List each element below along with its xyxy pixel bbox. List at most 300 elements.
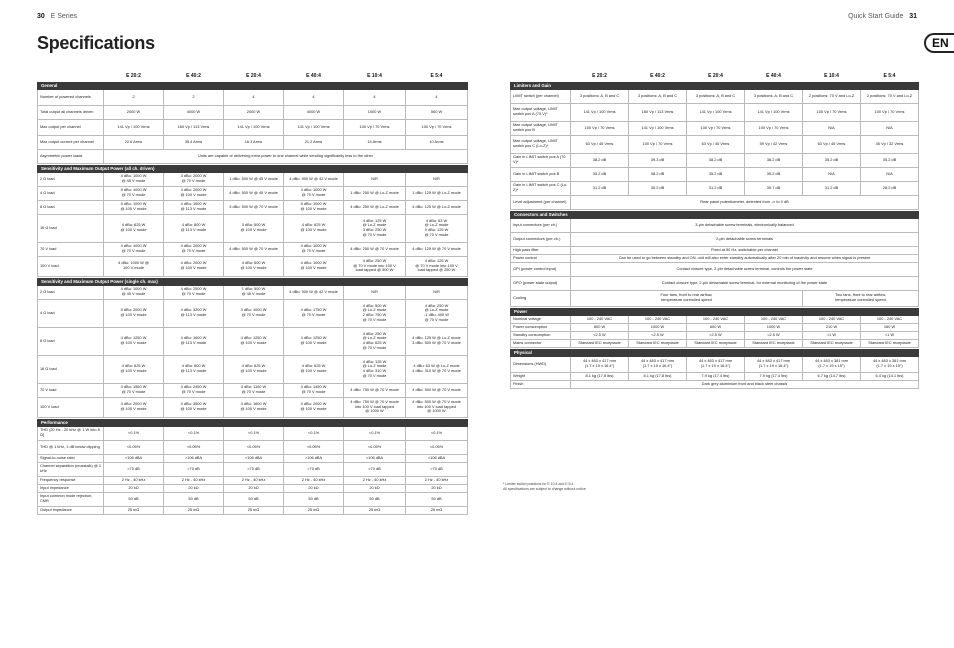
spec-row <box>511 121 919 135</box>
spec-label: Output connectors (per ch.) <box>511 232 571 246</box>
spec-value-span: Contact closure type, 2-pin detachable screw terminal, for external monitoring of the power state <box>571 276 919 290</box>
section-title: Physical <box>511 349 919 356</box>
right-guide-title: Quick Start Guide <box>848 13 904 20</box>
footnote-disclaimer: All specifications are subject to change without notice <box>503 486 586 491</box>
spec-value: 5 dBu: 2000 W @ 100 V mode <box>104 299 164 327</box>
spec-value: 600 W <box>687 323 745 331</box>
spec-value: 4 dBu: 625 W @ 100 V mode <box>284 355 344 383</box>
spec-value: 4 dBu: 500 W @ 100 V mode <box>224 256 284 276</box>
spec-value: 100 Vp / 70 Vrms <box>344 119 406 135</box>
spec-value: >70 dB <box>164 462 224 476</box>
spec-value: 4 dBu: 125 W @ Lo-Z mode <box>406 200 468 214</box>
spec-value: 31.2 dB <box>571 181 629 195</box>
spec-value: 38.2 dB <box>745 153 803 167</box>
spec-value: 4 dBu: 1750 W @ 70 V mode <box>284 299 344 327</box>
spec-label: Total output all channels driven <box>38 105 104 119</box>
spec-value: 35.2 dB <box>861 153 919 167</box>
section-header-row <box>38 165 468 172</box>
spec-row <box>511 380 919 388</box>
spec-value: N/A <box>861 167 919 181</box>
section-header-row <box>38 82 468 89</box>
spec-value: 4 dBu: 625 W @ 100 V mode <box>284 214 344 242</box>
spec-label: 100 V load <box>38 256 104 276</box>
spec-label: Frequency response <box>38 476 104 484</box>
spec-value: 3 dBu: 1000 W @ 70 V mode <box>284 186 344 200</box>
spec-value: 4 dBu: 500 W @ Lo-Z mode 2 dBu: 750 W @ 70 V mode <box>344 299 406 327</box>
spec-row <box>38 242 468 256</box>
spec-label: Gain in LIMIT switch pos C (Lo-Z)* <box>511 181 571 195</box>
spec-value: 100 - 240 VAC <box>687 315 745 323</box>
spec-value: 2 <box>164 89 224 105</box>
spec-value: 4 dBu: 2000 W @ 70 V mode <box>164 242 224 256</box>
footnotes <box>503 482 586 492</box>
spec-value: Standard IEC receptacle <box>687 339 745 347</box>
spec-value: >106 dBA <box>284 454 344 462</box>
spec-value: 4 dBu: 1000 W @ 45 V mode <box>104 285 164 299</box>
spec-value: <2.5 W <box>629 331 687 339</box>
spec-label: 16 Ω load <box>38 214 104 242</box>
spec-value: <0.1% <box>406 426 468 440</box>
spec-value: 44 x 483 x 417 mm (1.7 x 19 x 16.4") <box>571 356 629 372</box>
spec-value: 3 dBu: 500 W @ 100 V mode <box>224 214 284 242</box>
spec-row <box>38 426 468 440</box>
spec-value: 1000 W <box>344 105 406 119</box>
spec-value: N/R <box>406 285 468 299</box>
spec-value: <1 W <box>803 331 861 339</box>
spec-value: 4 dBu: 500 W @ 70 V mode <box>406 383 468 397</box>
spec-value: 7.9 kg (17.4 lbs) <box>745 372 803 380</box>
spec-row <box>38 506 468 514</box>
spec-value: 16.3 Arms <box>224 135 284 149</box>
spec-value: 4 dBu: 250 W @ Lo-Z mode 4 dBu: 625 W @ 70 V mode <box>344 327 406 355</box>
spec-value: 4 dBu: 900 W @ 42 V mode <box>284 285 344 299</box>
spec-value: 2 positions: 70 V and Lo-Z <box>861 89 919 103</box>
spec-value: 3 positions: A, B and C <box>629 89 687 103</box>
spec-row <box>511 103 919 121</box>
spec-label: 8 Ω load <box>38 327 104 355</box>
spec-row <box>511 89 919 103</box>
column-header-model: E 10:4 <box>367 72 382 79</box>
spec-value: 4 dBu: 3200 W @ 113 V mode <box>164 299 224 327</box>
spec-value: 2000 W <box>104 105 164 119</box>
spec-value: 4 <box>284 89 344 105</box>
column-header-model: E 5:4 <box>430 72 443 79</box>
spec-value: 5 dBu: 1000 W @ 100 V mode <box>284 200 344 214</box>
spec-value: 14 Arms <box>344 135 406 149</box>
spec-value: 2 Hz - 40 kHz <box>104 476 164 484</box>
spec-value: 141 Vp / 100 Vrms <box>745 103 803 121</box>
spec-value: 2 Hz - 40 kHz <box>344 476 406 484</box>
spec-label: Max output voltage, LIMIT switch pos A (70 V)* <box>511 103 571 121</box>
spec-value: 4 dBu: 1600 W @ 100 V mode <box>224 397 284 417</box>
spec-value: 141 Vp / 100 Vrms <box>224 119 284 135</box>
spec-row <box>38 105 468 119</box>
spec-value: 3 positions: A, B and C <box>571 89 629 103</box>
spec-value: 4 dBu: 125 W @ Lo-Z mode 3 dBu: 250 W @ 70 V mode <box>344 214 406 242</box>
spec-row <box>511 167 919 181</box>
column-header-row <box>38 72 468 82</box>
spec-value: 100 Vp / 70 Vrms <box>745 121 803 135</box>
spec-value: <2.5 W <box>571 331 629 339</box>
spec-label: Gain in LIMIT switch pos A (70 V)* <box>511 153 571 167</box>
spec-value: 3 dBu: 2000 W @ 100 V mode <box>164 186 224 200</box>
section-header-row <box>511 82 919 89</box>
spec-value: 25 mΩ <box>224 506 284 514</box>
spec-value: 141 Vp / 100 Vrms <box>629 121 687 135</box>
spec-value: 100 Vp / 70 Vrms <box>571 121 629 135</box>
section-title: General <box>38 82 468 89</box>
spec-label: Dimensions (HWD) <box>511 356 571 372</box>
spec-value: 4 dBu: 2000 W @ 100 V mode <box>104 397 164 417</box>
spec-value: 4 dBu: 250 W @ 70 V mode <box>344 242 406 256</box>
section-title: Connectors and Switches <box>511 211 919 218</box>
spec-value: 35.4 Arms <box>164 135 224 149</box>
spec-value: 100 Vp / 70 Vrms <box>406 119 468 135</box>
spec-value: 4 dBu: 500 W @ 70 V mode into 100 V load tapped @ 1000 W <box>406 397 468 417</box>
spec-value: 2 Hz - 40 kHz <box>224 476 284 484</box>
spec-value: 25 mΩ <box>406 506 468 514</box>
spec-value: 100 Vp / 70 Vrms <box>861 103 919 121</box>
spec-value: Standard IEC receptacle <box>571 339 629 347</box>
spec-row <box>38 285 468 299</box>
spec-value: 39.3 dB <box>629 153 687 167</box>
spec-value: 4 dBu: 125 W @ 70 V mode <box>406 242 468 256</box>
spec-value: N/R <box>344 285 406 299</box>
spec-value: 4 dBu: 63 W @ Lo-Z mode 4 dBu: 310 W @ 70 V mode <box>406 355 468 383</box>
spec-value: <0.05% <box>284 440 344 454</box>
spec-label: 16 Ω load <box>38 355 104 383</box>
column-header-model: E 40:2 <box>650 72 665 79</box>
spec-value: 63 Vp / 45 Vrms <box>571 135 629 153</box>
column-header-model: E 20:2 <box>592 72 607 79</box>
spec-value: 4 dBu: 625 W @ 100 V mode <box>104 355 164 383</box>
spec-value: 5 dBu: 1000 W @ 70 V mode <box>104 186 164 200</box>
spec-row <box>38 397 468 417</box>
spec-value-span-left: Four fans, front to rear airflow, temperature controlled speed <box>571 290 803 306</box>
spec-value: 1 dBu: 500 W @ 45 V mode <box>224 172 284 186</box>
spec-value: 35.2 dB <box>803 153 861 167</box>
section-header-row <box>511 308 919 315</box>
spec-value: 2 Hz - 40 kHz <box>284 476 344 484</box>
column-header-model: E 40:4 <box>766 72 781 79</box>
spec-value: >106 dBA <box>164 454 224 462</box>
left-series-name: E Series <box>50 13 78 20</box>
spec-row <box>511 276 919 290</box>
spec-value: 2 positions: 70 V and Lo-Z <box>803 89 861 103</box>
spec-value: 4 dBu: 1000 W @ 70 V mode <box>104 242 164 256</box>
spec-value: <1 W <box>861 331 919 339</box>
spec-value: >106 dBA <box>224 454 284 462</box>
spec-value: 2 <box>104 89 164 105</box>
spec-value: 2 Hz - 40 kHz <box>406 476 468 484</box>
spec-value: <0.05% <box>164 440 224 454</box>
spec-label: Max output voltage, LIMIT switch pos C (Lo-Z)* <box>511 135 571 153</box>
spec-label: 2 Ω load <box>38 285 104 299</box>
spec-value: <0.1% <box>224 426 284 440</box>
spec-value: 4 dBu: 2000 W @ 100 V mode <box>284 397 344 417</box>
column-header-model: E 20:4 <box>708 72 723 79</box>
spec-row <box>511 181 919 195</box>
spec-label: 100 V load <box>38 397 104 417</box>
spec-label: 4 Ω load <box>38 186 104 200</box>
right-page-number: 31 <box>909 13 917 20</box>
spec-label: Mains connector <box>511 339 571 347</box>
spec-value: 10 Arms <box>406 135 468 149</box>
spec-row <box>38 135 468 149</box>
spec-row <box>511 331 919 339</box>
spec-label: 70 V load <box>38 242 104 256</box>
spec-value: 4 dBu: 625 W @ 100 V mode <box>224 355 284 383</box>
spec-value: 1 dBu: 500 W @ 45 V mode <box>224 285 284 299</box>
spec-row <box>511 135 919 153</box>
spec-value: 100 - 240 VAC <box>745 315 803 323</box>
spec-value: 20 kΩ <box>164 484 224 492</box>
spec-value: 4 dBu: 125 W @ Lo-Z mode 3 dBu: 500 W @ 70 V mode <box>406 327 468 355</box>
column-header-blank <box>511 72 571 82</box>
column-header-model: E 5:4 <box>883 72 896 79</box>
spec-value: 4 dBu: 250 W @ Lo-Z mode -1 dBu: 400 W @ 70 V mode <box>406 299 468 327</box>
spec-value: 35.2 dB <box>571 167 629 181</box>
spec-value: 38.2 dB <box>571 153 629 167</box>
spec-value: 28.2 dB <box>861 181 919 195</box>
spec-value-span: Contact closure type, 2-pin detachable screw terminal, controls the power state <box>571 262 919 276</box>
spec-value: N/R <box>406 172 468 186</box>
spec-value: 141 Vp / 100 Vrms <box>104 119 164 135</box>
spec-label: High pass filter <box>511 246 571 254</box>
spec-value: 35.2 dB <box>745 167 803 181</box>
spec-row <box>511 356 919 372</box>
section-title: Sensitivity and Maximum Output Power (all ch. driven) <box>38 165 468 172</box>
spec-label: THD @ 1 kHz, 1 dB below clipping <box>38 440 104 454</box>
spec-row <box>38 172 468 186</box>
spec-value: 50 dB <box>104 492 164 506</box>
spec-value: <0.05% <box>406 440 468 454</box>
spec-value: 4 dBu: 1600 W @ 113 V mode <box>164 327 224 355</box>
spec-value: <0.1% <box>104 426 164 440</box>
spec-value: 20 kΩ <box>344 484 406 492</box>
spec-row <box>511 262 919 276</box>
spec-label: Input impedance <box>38 484 104 492</box>
spec-label: Number of powered channels <box>38 89 104 105</box>
spec-value: 141 Vp / 100 Vrms <box>687 103 745 121</box>
spec-value: 4 dBu: 1450 W @ 70 V mode <box>284 383 344 397</box>
spec-value: 50 dB <box>284 492 344 506</box>
spec-value: 3 dBu: 1000 W @ 70 V mode <box>224 299 284 327</box>
spec-value: 30.7 dB <box>745 181 803 195</box>
spec-row <box>38 484 468 492</box>
spec-value: 141 Vp / 100 Vrms <box>284 119 344 135</box>
spec-row <box>511 232 919 246</box>
spec-value: 8.1 kg (17.8 lbs) <box>629 372 687 380</box>
spec-value: 6.7 kg (14.7 lbs) <box>803 372 861 380</box>
spec-value: 100 - 240 VAC <box>629 315 687 323</box>
left-page-header <box>37 13 77 20</box>
spec-value-span: Rear panel potentiometer, detented from -∞ to 0 dB <box>571 195 919 209</box>
spec-value: 600 W <box>571 323 629 331</box>
column-header-blank <box>38 72 104 82</box>
spec-value: 4 dBu: 1550 W @ 70 V mode <box>104 383 164 397</box>
spec-value: >106 dBA <box>104 454 164 462</box>
column-header-row <box>511 72 919 82</box>
spec-value: 4 dBu: 1100 W @ 70 V mode <box>224 383 284 397</box>
spec-value: 50 dB <box>344 492 406 506</box>
spec-label: Power consumption <box>511 323 571 331</box>
spec-row <box>38 476 468 484</box>
right-page-header <box>848 13 917 20</box>
footnote-limiter: * Limiter switch positions for E 10:4 and E 5:4 <box>503 482 574 486</box>
spec-value: >70 dB <box>344 462 406 476</box>
spec-label: THD (20 Hz - 20 kHz @ 1 W into 8 Ω) <box>38 426 104 440</box>
spec-value: 20 kΩ <box>406 484 468 492</box>
spec-value: 4 <box>224 89 284 105</box>
spec-value: 4 dBu: 2450 W @ 70 V mode <box>164 383 224 397</box>
spec-row <box>38 200 468 214</box>
spec-row <box>511 323 919 331</box>
spec-value: <0.1% <box>164 426 224 440</box>
spec-value: 5 dBu: 1000 W @ 100 V mode <box>104 200 164 214</box>
spec-value: 4 dBu: 250 W @ 70 V mode into 100 V load tapped @ 500 W <box>344 256 406 276</box>
spec-value: 38.2 dB <box>687 153 745 167</box>
spec-value: 44 x 483 x 381 mm (1.7 x 19 x 15") <box>803 356 861 372</box>
spec-value: <0.1% <box>284 426 344 440</box>
spec-value: 1000 W <box>745 323 803 331</box>
spec-row <box>38 462 468 476</box>
spec-value: 4 dBu: 2500 W @ 70 V mode <box>164 285 224 299</box>
spec-value: Standard IEC receptacle <box>629 339 687 347</box>
language-badge: EN <box>924 33 954 53</box>
spec-label: Standby consumption <box>511 331 571 339</box>
spec-value: 4 dBu: 1000 W @ 100 V mode <box>284 256 344 276</box>
spec-label: Power control <box>511 254 571 262</box>
spec-value: 4 dBu: 800 W @ 113 V mode <box>164 214 224 242</box>
spec-value: >70 dB <box>104 462 164 476</box>
spec-value-span: Fixed at 50 Hz, switchable per channel <box>571 246 919 254</box>
section-title: Limiters and Gain <box>511 82 919 89</box>
spec-value: 45 Vp / 32 Vrms <box>861 135 919 153</box>
spec-row <box>511 153 919 167</box>
spec-value: 31.2 dB <box>687 181 745 195</box>
spec-value: 25 mΩ <box>104 506 164 514</box>
spec-value: 7.9 kg (17.4 lbs) <box>687 372 745 380</box>
column-header-model: E 10:4 <box>824 72 839 79</box>
spec-row <box>38 383 468 397</box>
spec-value: 25 mΩ <box>344 506 406 514</box>
spec-value: 50 dB <box>224 492 284 506</box>
spec-value-span-right: Two fans, front to rear airflow, temperature controlled speed <box>803 290 919 306</box>
spec-value: 4 dBu: 1000 W @ 70 V mode <box>284 242 344 256</box>
spec-value: N/A <box>861 121 919 135</box>
spec-value: 20 kΩ <box>104 484 164 492</box>
spec-value: 4 dBu: 125 W @ 70 V mode into 100 V load tapped @ 250 W <box>406 256 468 276</box>
spec-label: GPO (power state output) <box>511 276 571 290</box>
spec-value: >70 dB <box>284 462 344 476</box>
spec-value: 100 - 240 VAC <box>571 315 629 323</box>
spec-label: Input connectors (per ch.) <box>511 218 571 232</box>
spec-value: 3 positions: A, B and C <box>745 89 803 103</box>
spec-value: 4 dBu: 750 W @ 70 V mode <box>344 383 406 397</box>
spec-value: >106 dBA <box>344 454 406 462</box>
spec-value: 20 kΩ <box>224 484 284 492</box>
spec-value: 25 mΩ <box>164 506 224 514</box>
spec-label: 8 Ω load <box>38 200 104 214</box>
spec-value: <0.05% <box>104 440 164 454</box>
spec-label: Max output voltage, LIMIT switch pos B <box>511 121 571 135</box>
spec-row <box>511 339 919 347</box>
spec-value: 4 dBu: 500 W @ 45 V mode <box>224 186 284 200</box>
spec-value-span: Can be used to go between standby and ON, unit will also enter standby automatically after 20 min of inactivity and resume when signal is present <box>571 254 919 262</box>
section-header-row <box>511 349 919 356</box>
section-title: Power <box>511 308 919 315</box>
spec-value: 21.2 Arms <box>284 135 344 149</box>
spec-label: 2 Ω load <box>38 172 104 186</box>
spec-label: Cooling <box>511 290 571 306</box>
section-header-row <box>511 211 919 218</box>
spec-label: Weight <box>511 372 571 380</box>
spec-value-span: 3-pin detachable screw terminals, electronically balanced <box>571 218 919 232</box>
spec-value: 160 Vp / 113 Vrms <box>164 119 224 135</box>
spec-value: Standard IEC receptacle <box>861 339 919 347</box>
spec-row <box>38 149 468 163</box>
section-title: Performance <box>38 419 468 426</box>
section-header-row <box>38 278 468 285</box>
spec-value: 35.2 dB <box>687 167 745 181</box>
spec-value: 4 dBu: 1600 W @ 113 V mode <box>164 200 224 214</box>
spec-value: 38.2 dB <box>629 167 687 181</box>
spec-value: <2.5 W <box>687 331 745 339</box>
spec-value: 160 Vp / 113 Vrms <box>629 103 687 121</box>
spec-value: 4 dBu: 1250 W @ 100 V mode <box>104 327 164 355</box>
spec-value: 4 <box>406 89 468 105</box>
spec-value: 44 x 483 x 417 mm (1.7 x 19 x 16.4") <box>629 356 687 372</box>
spec-value: 35.2 dB <box>629 181 687 195</box>
spec-value: 4 dBu: 750 W @ 70 V mode into 100 V load tapped @ 1000 W <box>344 397 406 417</box>
column-header-model: E 20:2 <box>126 72 141 79</box>
spec-value: 4 dBu: 900 W @ 42 V mode <box>284 172 344 186</box>
spec-value: 2000 W <box>224 105 284 119</box>
spec-value: 25 mΩ <box>284 506 344 514</box>
spec-value: 4 dBu: 125 W @ Lo-Z mode 4 dBu: 310 W @ 70 V mode <box>344 355 406 383</box>
spec-value: 100 Vp / 70 Vrms <box>687 121 745 135</box>
spec-value: <0.1% <box>344 426 406 440</box>
spec-row <box>38 256 468 276</box>
spec-value: 1 dBu: 125 W @ Lo-Z mode <box>406 186 468 200</box>
spec-label: 70 V load <box>38 383 104 397</box>
spec-value: 1000 W <box>629 323 687 331</box>
spec-row <box>38 119 468 135</box>
spec-value: Standard IEC receptacle <box>803 339 861 347</box>
spec-value: 4 dBu: 1250 W @ 100 V mode <box>284 327 344 355</box>
spec-value: 50 dB <box>406 492 468 506</box>
spec-value: 4 dBu: 63 W @ Lo-Z mode 0 dBu: 125 W @ 70 V mode <box>406 214 468 242</box>
left-page-number: 30 <box>37 13 45 20</box>
spec-row <box>38 440 468 454</box>
spec-value: 2 Hz - 40 kHz <box>164 476 224 484</box>
spec-value: <2.5 W <box>745 331 803 339</box>
spec-label: Gain in LIMIT switch pos B <box>511 167 571 181</box>
spec-row <box>511 246 919 254</box>
spec-value: 4 dBu: 250 W @ Lo-Z mode <box>344 200 406 214</box>
spec-row <box>511 315 919 323</box>
spec-value: 100 - 240 VAC <box>861 315 919 323</box>
spec-value: 8.1 kg (17.8 lbs) <box>571 372 629 380</box>
section-header-row <box>38 419 468 426</box>
spec-value: 100 Vp / 70 Vrms <box>803 103 861 121</box>
spec-row <box>511 290 919 306</box>
spec-value-span: 2-pin detachable screw terminals <box>571 232 919 246</box>
spec-value: 4 dBu: 1000 W @ 45 V mode <box>104 172 164 186</box>
spec-value: 100 - 240 VAC <box>803 315 861 323</box>
spec-value: N/A <box>803 121 861 135</box>
